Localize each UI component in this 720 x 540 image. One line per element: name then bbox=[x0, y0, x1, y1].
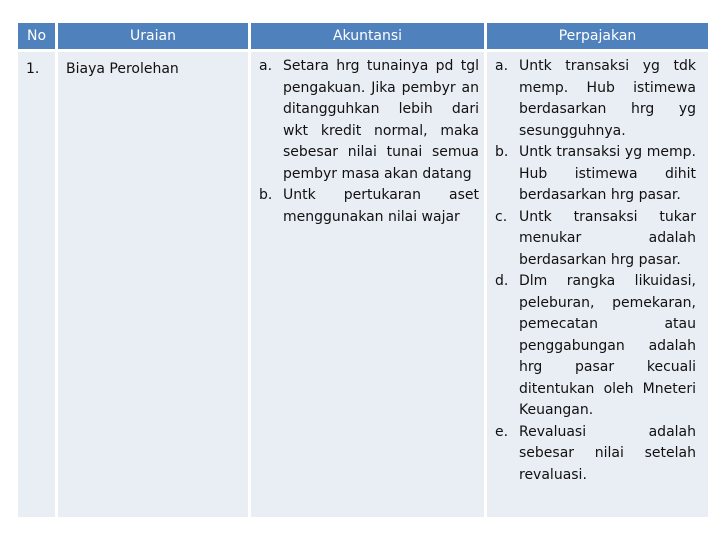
list-item: b. Untk pertukaran aset menggunakan nilai wajar bbox=[259, 187, 479, 225]
perpajakan-list bbox=[487, 56, 696, 486]
row-uraian: Biaya Perolehan bbox=[58, 52, 248, 517]
akuntansi-list bbox=[251, 56, 479, 228]
comparison-table bbox=[16, 21, 710, 519]
list-item: e. Revaluasi adalah sebesar nilai setelah revaluasi. bbox=[495, 423, 696, 483]
list-item: c. Untk transaksi tukar menukar adalah berdasarkan hrg pasar. bbox=[495, 208, 696, 268]
list-item: a. Untk transaksi yg tdk memp. Hub istimewa berdasarkan hrg yg sesungguhnya. bbox=[495, 58, 696, 139]
header-no: No bbox=[18, 23, 55, 49]
header-akuntansi: Akuntansi bbox=[251, 23, 484, 49]
list-item: a. Setara hrg tunainya pd tgl pengakuan. Jika pembyr an ditangguhkan lebih dari wkt kredit normal, maka sebesar nilai tunai semua pembyr masa akan datang bbox=[259, 58, 479, 182]
list-item: b. Untk transaksi yg memp. Hub istimewa dihit berdasarkan hrg pasar. bbox=[495, 144, 696, 203]
row-number: 1. bbox=[18, 52, 55, 517]
akuntansi-cell bbox=[251, 52, 484, 517]
header-uraian: Uraian bbox=[58, 23, 248, 49]
list-item: d. Dlm rangka likuidasi, peleburan, pemekaran, pemecatan atau penggabungan adalah hrg pasar kecuali ditentukan oleh Mneteri Keuangan. bbox=[495, 273, 696, 418]
header-perpajakan: Perpajakan bbox=[487, 23, 708, 49]
perpajakan-cell bbox=[487, 52, 708, 517]
